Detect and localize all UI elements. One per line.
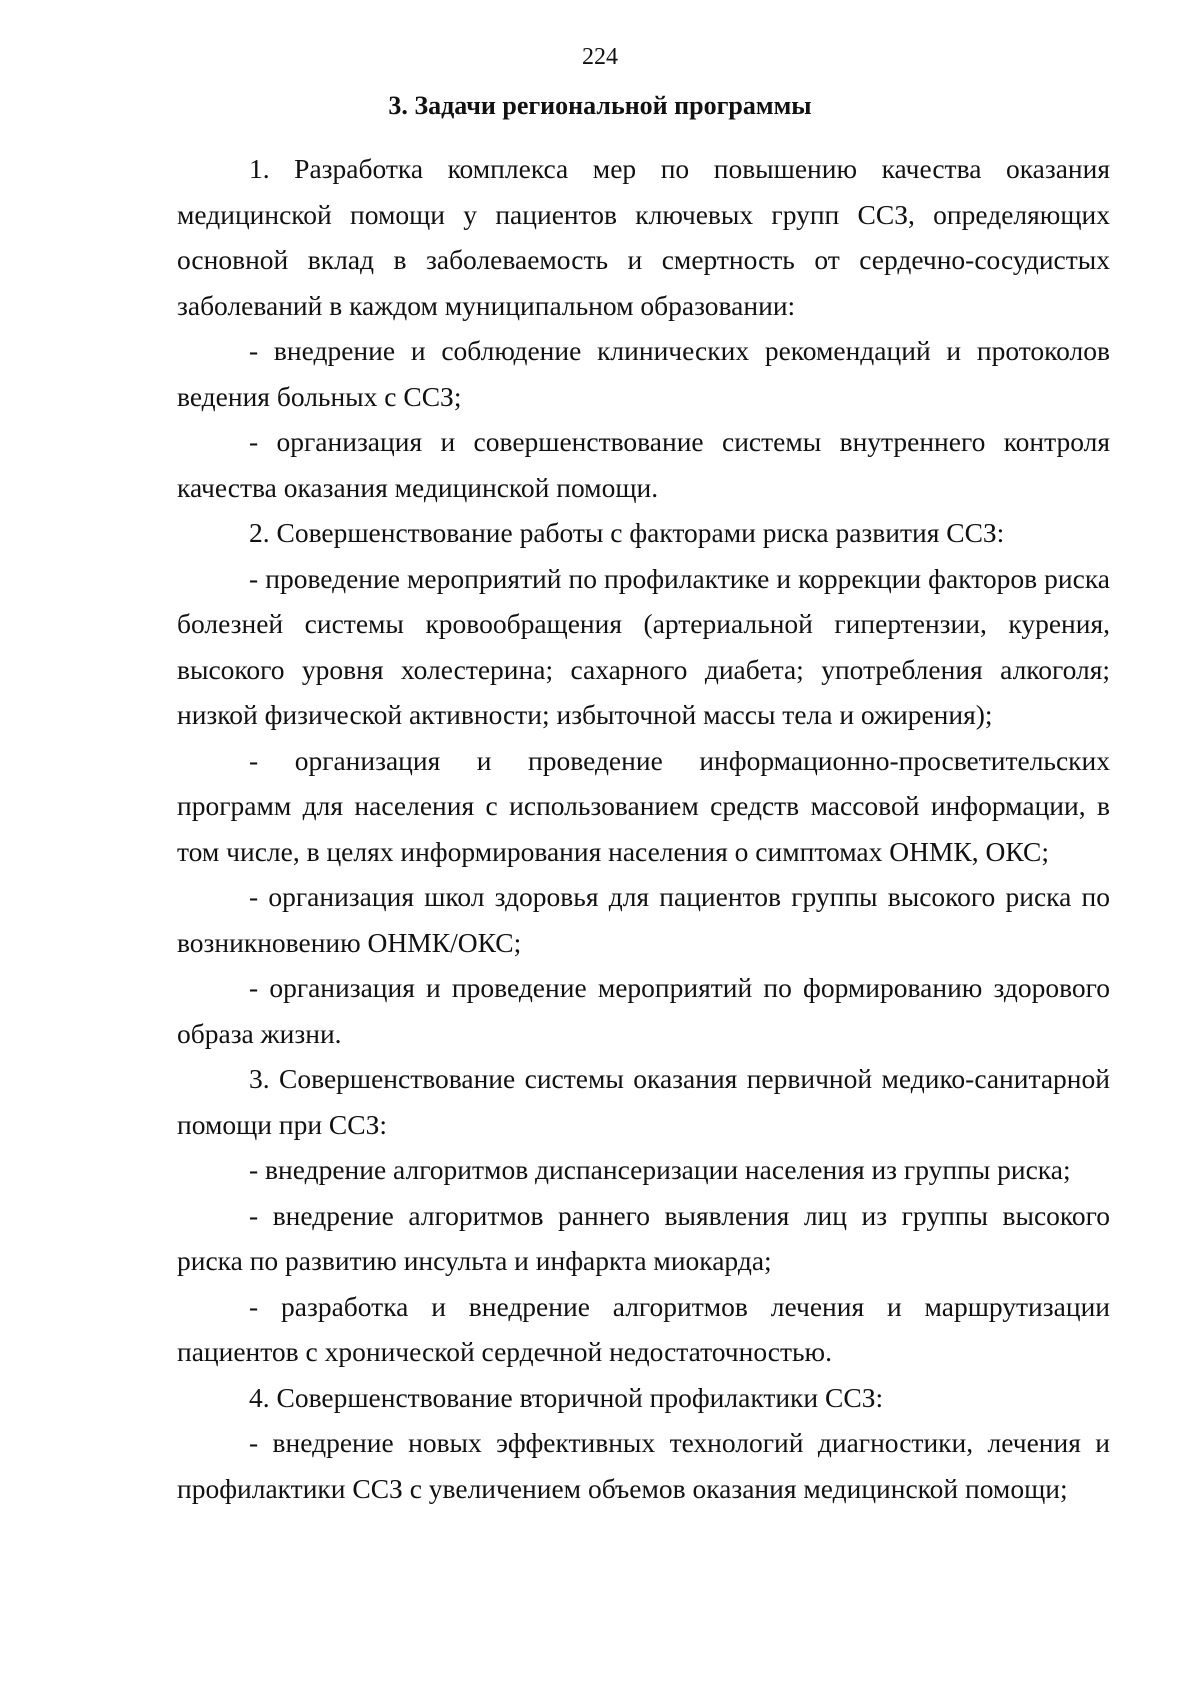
- task-4-heading: 4. Совершенствование вторичной профилактики ССЗ:: [249, 1381, 884, 1413]
- task-1-heading: 1. Разработка комплекса мер по повышению качества оказания медицинской помощи у пациентов ключевых групп ССЗ, определяющих основной вклад в заболеваемость и смертность от сердечно-сосудистых заболеваний в каждом муниципальном образовании:: [177, 153, 1110, 321]
- list-item: - внедрение алгоритмов диспансеризации населения из группы риска;: [249, 1154, 1071, 1185]
- list-item: - проведение мероприятий по профилактике и коррекции факторов риска болезней системы кровообращения (артериальной гипертензии, курения, высокого уровня холестерина; сахарного диабета; употребления алкоголя; низкой физической активности; избыточной массы тела и ожирения);: [177, 562, 1110, 730]
- task-2-heading: 2. Совершенствование работы с факторами риска развития ССЗ:: [249, 517, 1005, 548]
- list-item: - организация и совершенствование системы внутреннего контроля качества оказания медицинской помощи.: [177, 426, 1110, 503]
- list-item: - организация и проведение мероприятий по формированию здорового образа жизни.: [177, 972, 1110, 1049]
- section-title: 3. Задачи региональной программы: [388, 91, 812, 120]
- task-3-heading: 3. Совершенствование системы оказания первичной медико-санитарной помощи при ССЗ:: [177, 1063, 1110, 1140]
- list-item: - организация школ здоровья для пациентов группы высокого риска по возникновению ОНМК/ОКС;: [177, 881, 1110, 958]
- body-text: [177, 146, 1110, 1511]
- list-item: - внедрение и соблюдение клинических рекомендаций и протоколов ведения больных с ССЗ;: [177, 335, 1110, 412]
- list-item: - внедрение новых эффективных технологий диагностики, лечения и профилактики ССЗ с увеличением объемов оказания медицинской помощи;: [177, 1427, 1110, 1504]
- page-number: 224: [582, 44, 618, 70]
- list-item: - внедрение алгоритмов раннего выявления лиц из группы высокого риска по развитию инсульта и инфаркта миокарда;: [177, 1199, 1110, 1276]
- list-item: - организация и проведение информационно-просветительских программ для населения с использованием средств массовой информации, в том числе, в целях информирования населения о симптомах ОНМК, ОКС;: [177, 744, 1110, 867]
- list-item: - разработка и внедрение алгоритмов лечения и маршрутизации пациентов с хронической сердечной недостаточностью.: [177, 1290, 1110, 1367]
